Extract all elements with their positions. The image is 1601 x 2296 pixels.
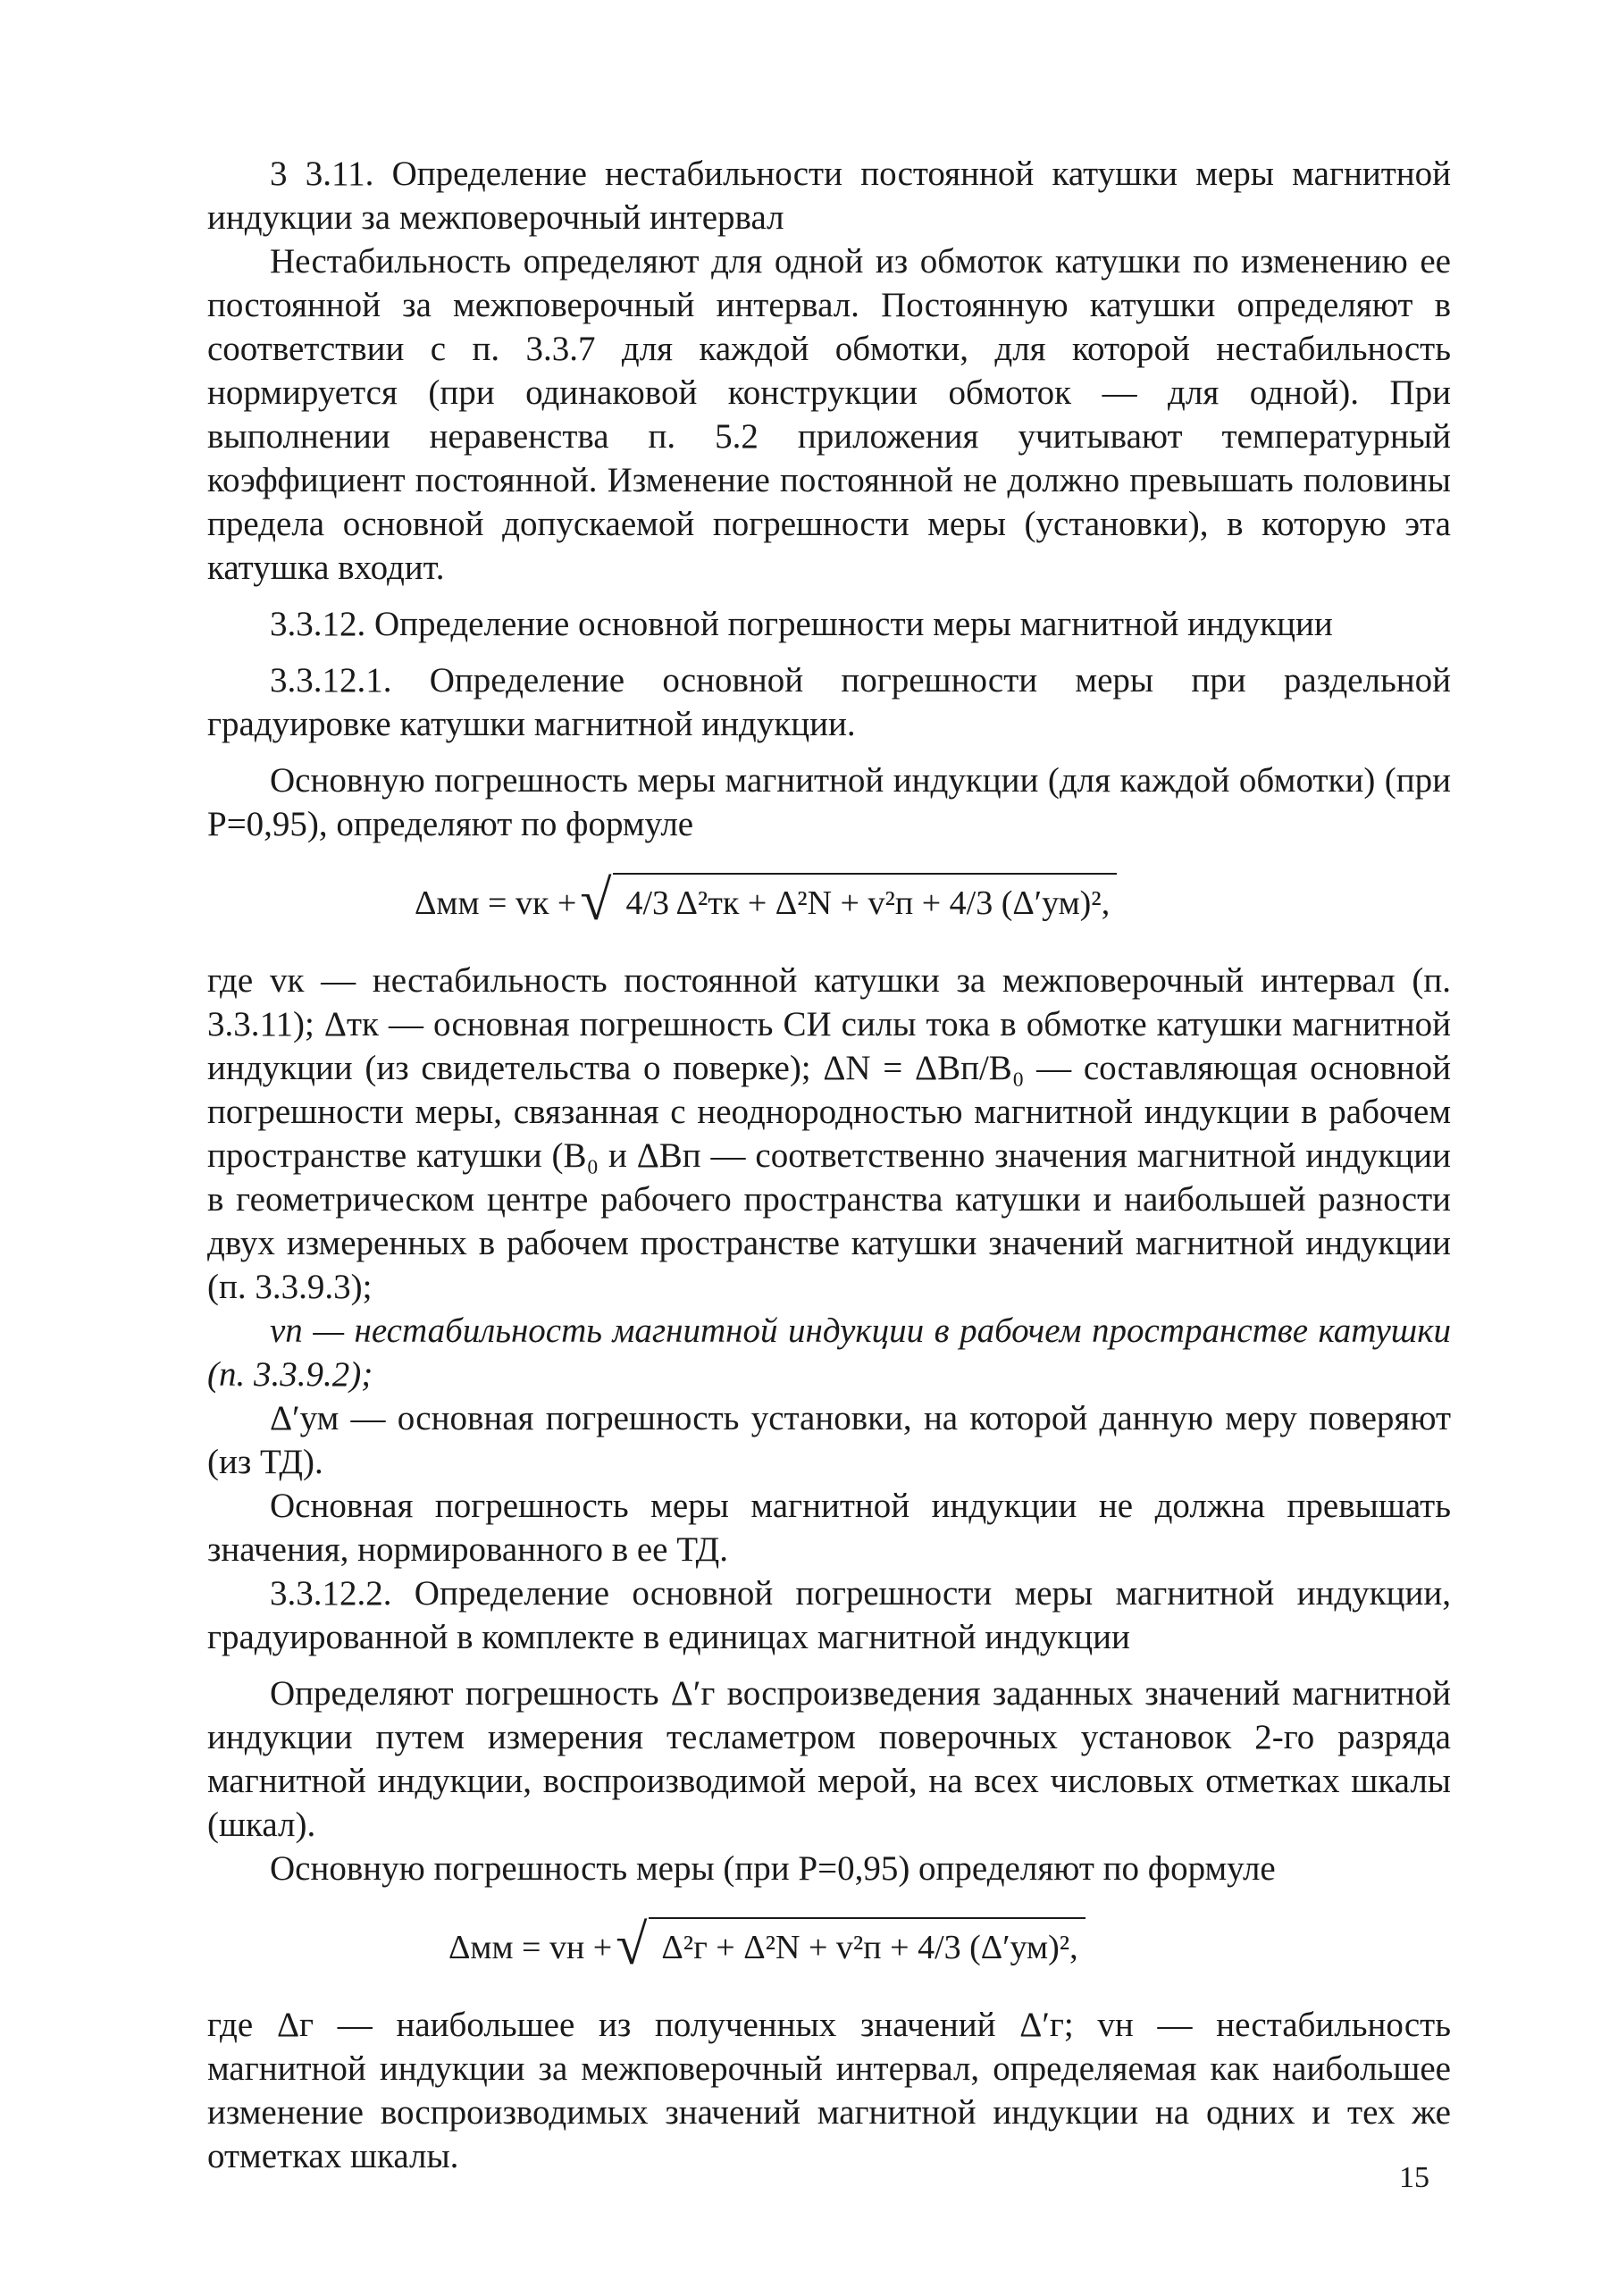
paragraph-formula-1-legend: где vк — нестабильность постоянной катушки за межповерочный интервал (п. 3.3.11); Δтк — основная погрешность СИ силы тока в обмотке катушки магнитной индукции (из свидетельства о поверке); ΔN = ΔBп/B₀ — составляющая основной погрешности меры, связанная с неоднородностью магнитной индукции в рабочем пространстве катушки (B₀ и ΔBп — соответственно значения магнитной индукции в геометрическом центре рабочего пространства катушки и наибольшей разности двух измеренных в рабочем пространстве катушки значений магнитной индукции (п. 3.3.9.3);	[207, 961, 1451, 1306]
paragraph-vp-definition: vп — нестабильность магнитной индукции в рабочем пространстве катушки (п. 3.3.9.2);	[207, 1311, 1451, 1394]
paragraph-instability-method: Нестабильность определяют для одной из обмоток катушки по изменению ее постоянной за межповерочный интервал. Постоянную катушки определяют в соответствии с п. 3.3.7 для каждой обмотки, для которой нестабильность нормируется (при одинаковой конструкции обмоток — для одной). При выполнении неравенства п. 5.2 приложения учитывают температурный коэффициент постоянной. Изменение постоянной не должно превышать половины предела основной допускаемой погрешности меры (установки), в которую эта катушка входит.	[207, 242, 1451, 587]
paragraph-error-limit: Основная погрешность меры магнитной индукции не должна превышать значения, нормированного в ее ТД.	[207, 1487, 1451, 1569]
section-3-3-12-1-heading: 3.3.12.1. Определение основной погрешности меры при раздельной градуировке катушки магнитной индукции.	[207, 661, 1451, 743]
formula-1-lhs: Δмм = vк +	[415, 884, 577, 922]
sqrt-icon: √	[616, 1913, 648, 1976]
page-number: 15	[1399, 2161, 1429, 2194]
formula-2	[207, 1913, 1451, 1976]
paragraph-delta-um-definition: Δ′ум — основная погрешность установки, на которой данную меру поверяют (из ТД).	[207, 1399, 1451, 1481]
paragraph-determine-error: Определяют погрешность Δ′г воспроизведения заданных значений магнитной индукции путем измерения тесламетром поверочных установок 2-го разряда магнитной индукции, воспроизводимой мерой, на всех числовых отметках шкалы (шкал).	[207, 1674, 1451, 1844]
section-3-3-11-heading: 3 3.11. Определение нестабильности постоянной катушки меры магнитной индукции за межповерочный интервал	[207, 155, 1451, 237]
formula-2-radicand: Δ²г + Δ²N + v²п + 4/3 (Δ′ум)²,	[649, 1917, 1085, 1973]
formula-1	[207, 868, 1451, 932]
section-3-3-12-2-heading: 3.3.12.2. Определение основной погрешности меры магнитной индукции, градуированной в комплекте в единицах магнитной индукции	[207, 1574, 1451, 1656]
formula-1-radicand: 4/3 Δ²тк + Δ²N + v²п + 4/3 (Δ′ум)²,	[613, 873, 1117, 928]
paragraph-formula-intro-2: Основную погрешность меры (при P=0,95) определяют по формуле	[270, 1849, 1276, 1888]
paragraph-formula-2-legend: где Δг — наибольшее из полученных значений Δ′г; vн — нестабильность магнитной индукции за межповерочный интервал, определяемая как наибольшее изменение воспроизводимых значений магнитной индукции на одних и тех же отметках шкалы.	[207, 2006, 1451, 2175]
section-3-3-12-heading: 3.3.12. Определение основной погрешности меры магнитной индукции	[270, 605, 1333, 643]
sqrt-icon: √	[580, 868, 612, 932]
paragraph-formula-intro-1: Основную погрешность меры магнитной индукции (для каждой обмотки) (при P=0,95), определяют по формуле	[207, 761, 1451, 843]
formula-2-lhs: Δмм = vн +	[448, 1929, 613, 1966]
